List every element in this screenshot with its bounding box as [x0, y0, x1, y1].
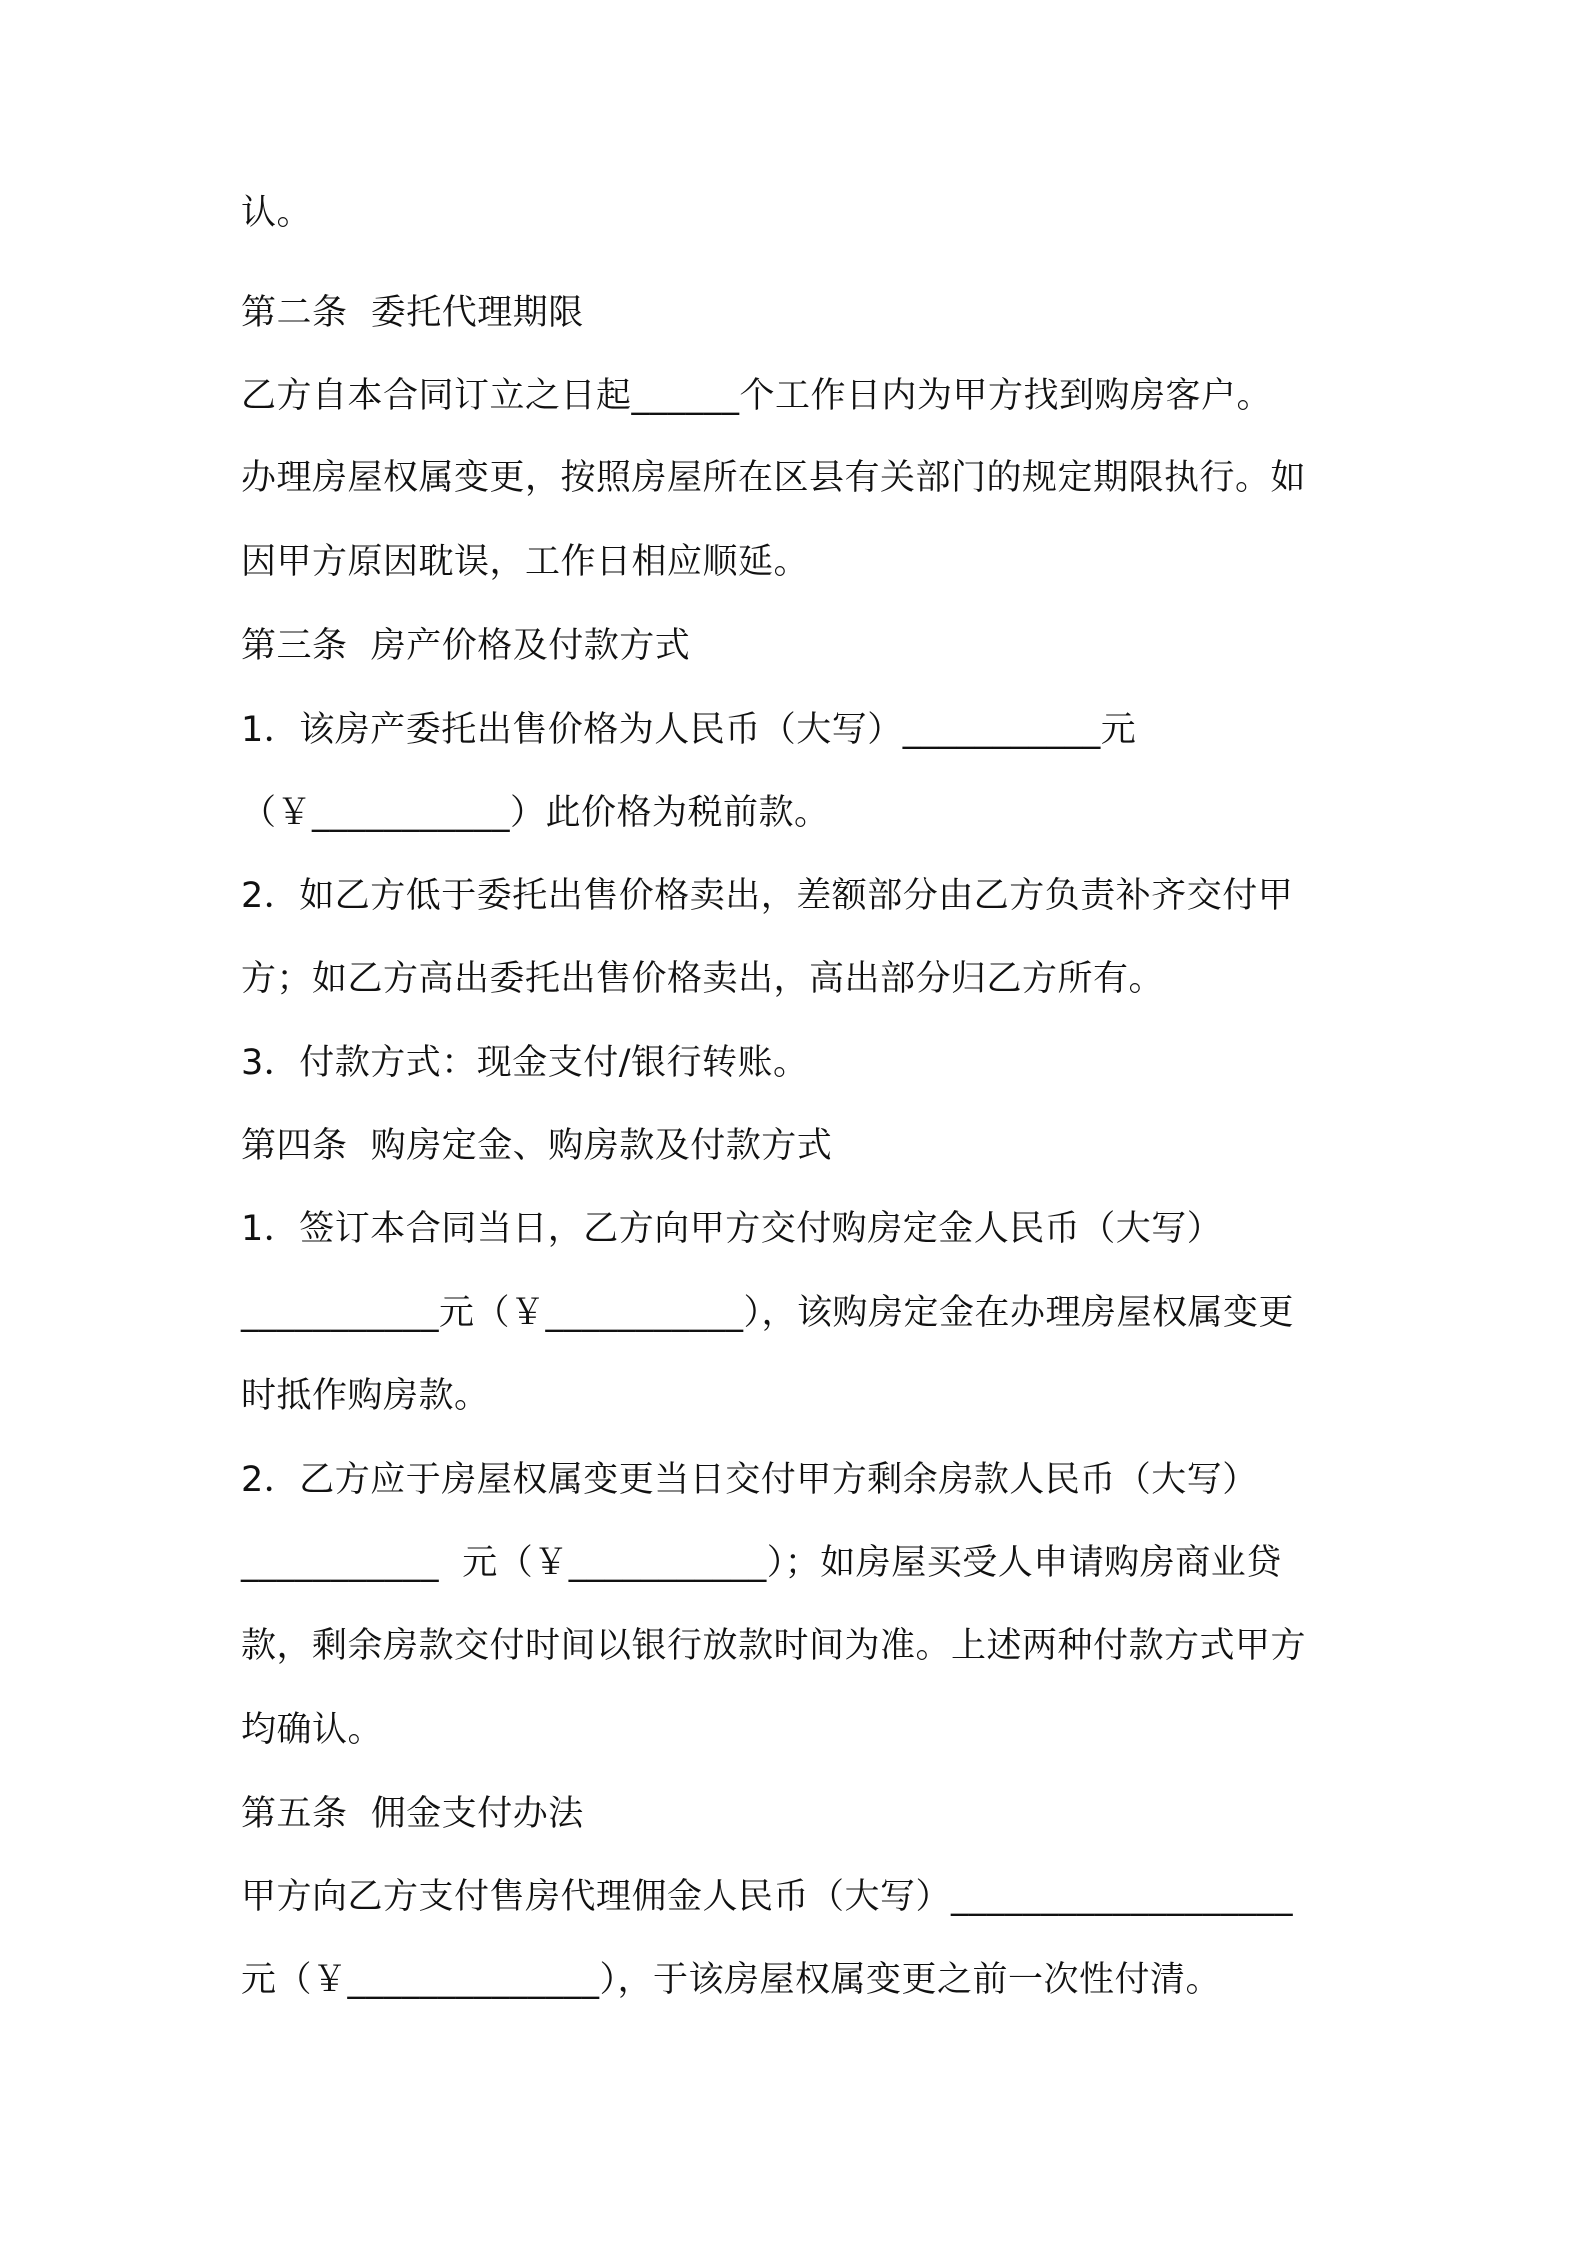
text-line: 款，剩余房款交付时间以银行放款时间为准。上述两种付款方式甲方 — [241, 1626, 1307, 1666]
text-line: 2．如乙方低于委托出售价格卖出，差额部分由乙方负责补齐交付甲 — [241, 876, 1294, 916]
text-line: 乙方自本合同订立之日起______个工作日内为甲方找到购房客户。 — [241, 376, 1273, 416]
text-line: 3．付款方式：现金支付/银行转账。 — [241, 1043, 809, 1083]
text-line: 均确认。 — [241, 1710, 384, 1750]
text-line: 办理房屋权属变更，按照房屋所在区县有关部门的规定期限执行。如 — [241, 458, 1307, 498]
text-line: 甲方向乙方支付售房代理佣金人民币（大写）___________________ — [241, 1877, 1294, 1917]
article-heading: 第四条 购房定金、购房款及付款方式 — [241, 1126, 833, 1166]
text-line: 2．乙方应于房屋权属变更当日交付甲方剩余房款人民币（大写） — [241, 1460, 1258, 1500]
text-line: 方；如乙方高出委托出售价格卖出，高出部分归乙方所有。 — [241, 959, 1165, 999]
text-line: 1．该房产委托出售价格为人民币（大写）___________元 — [241, 710, 1137, 750]
article-heading: 第三条 房产价格及付款方式 — [241, 626, 691, 666]
text-line: 1．签订本合同当日，乙方向甲方交付购房定金人民币（大写） — [241, 1209, 1223, 1249]
text-line: 认。 — [241, 193, 313, 233]
text-line: ___________元（￥___________），该购房定金在办理房屋权属变更 — [241, 1293, 1295, 1333]
article-heading: 第二条 委托代理期限 — [241, 293, 584, 333]
article-heading: 第五条 佣金支付办法 — [241, 1794, 584, 1834]
text-line: （￥___________）此价格为税前款。 — [241, 793, 830, 833]
text-line: 时抵作购房款。 — [241, 1376, 490, 1416]
text-line: ___________ 元（￥___________）；如房屋买受人申请购房商业贷 — [241, 1543, 1282, 1583]
text-line: 元（￥______________），于该房屋权属变更之前一次性付清。 — [241, 1960, 1222, 2000]
text-line: 因甲方原因耽误，工作日相应顺延。 — [241, 542, 810, 582]
